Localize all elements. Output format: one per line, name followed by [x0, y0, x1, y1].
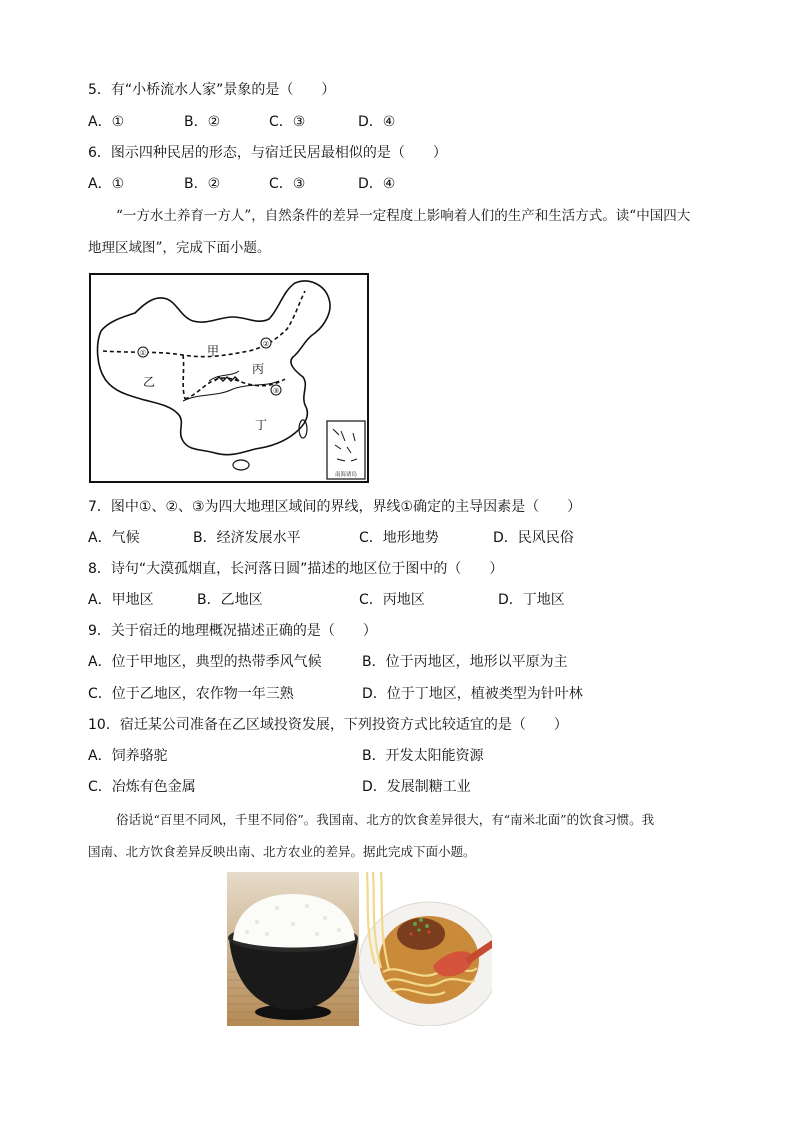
map-label-yi: 乙 [143, 375, 156, 389]
intro-paragraph-1-line-2: 地理区域图”，完成下面小题。 [88, 240, 271, 256]
rice-bowl-photo [227, 872, 360, 1026]
q8-option-a[interactable]: A．甲地区 [88, 592, 154, 608]
q5-option-c[interactable]: C．③ [269, 114, 306, 130]
q10-stem: 10．宿迁某公司准备在乙区域投资发展，下列投资方式比较适宜的是（ ） [88, 717, 568, 733]
q7-stem: 7．图中①、②、③为四大地理区域间的界线，界线①确定的主导因素是（ ） [88, 499, 582, 515]
q5-option-a[interactable]: A．① [88, 114, 125, 130]
q10-option-a[interactable]: A．饲养骆驼 [88, 748, 168, 764]
map-label-ding: 丁 [255, 418, 268, 432]
q5-stem: 5．有“小桥流水人家”景象的是（ ） [88, 82, 336, 98]
q7-option-b[interactable]: B．经济发展水平 [193, 530, 301, 546]
q6-option-a[interactable]: A．① [88, 176, 125, 192]
intro-paragraph-2-line-1: 俗话说“百里不同风，千里不同俗”。我国南、北方的饮食差异很大，有“南米北面”的饮食习惯。我 [116, 812, 655, 827]
q8-option-d[interactable]: D．丁地区 [498, 592, 565, 608]
intro-paragraph-2-line-2: 国南、北方饮食差异反映出南、北方农业的差异。据此完成下面小题。 [88, 844, 476, 859]
q7-option-a[interactable]: A．气候 [88, 530, 140, 546]
q6-option-d[interactable]: D．④ [358, 176, 396, 192]
q10-option-d[interactable]: D．发展制糖工业 [362, 779, 471, 795]
map-marker-2: ② [262, 341, 270, 348]
q5-option-b[interactable]: B．② [184, 114, 221, 130]
q9-option-a[interactable]: A．位于甲地区，典型的热带季风气候 [88, 654, 322, 670]
q8-option-b[interactable]: B．乙地区 [197, 592, 263, 608]
q9-option-b[interactable]: B．位于丙地区，地形以平原为主 [362, 654, 568, 670]
q9-stem: 9．关于宿迁的地理概况描述正确的是（ ） [88, 623, 377, 639]
q7-option-d[interactable]: D．民风民俗 [493, 530, 574, 546]
q7-option-c[interactable]: C．地形地势 [359, 530, 439, 546]
map-label-bing: 丙 [252, 362, 265, 376]
q10-option-b[interactable]: B．开发太阳能资源 [362, 748, 484, 764]
map-marker-3: ③ [272, 388, 280, 395]
noodle-bowl-photo [359, 872, 492, 1026]
map-marker-1: ① [139, 350, 147, 357]
q9-option-d[interactable]: D．位于丁地区，植被类型为针叶林 [362, 686, 583, 702]
q8-stem: 8．诗句“大漠孤烟直，长河落日圆”描述的地区位于图中的（ ） [88, 561, 504, 577]
q10-option-c[interactable]: C．冶炼有色金属 [88, 779, 196, 795]
inset-map-box [327, 421, 365, 479]
q6-option-c[interactable]: C．③ [269, 176, 306, 192]
intro-paragraph-1-line-1: “一方水土养育一方人”，自然条件的差异一定程度上影响着人们的生产和生活方式。读“中国四大 [116, 208, 691, 224]
china-four-regions-map [89, 273, 369, 483]
q6-stem: 6．图示四种民居的形态，与宿迁民居最相似的是（ ） [88, 145, 447, 161]
inset-map-label: 南海诸岛 [334, 472, 358, 478]
q8-option-c[interactable]: C．丙地区 [359, 592, 425, 608]
map-label-jia: 甲 [207, 344, 220, 358]
q6-option-b[interactable]: B．② [184, 176, 221, 192]
q5-option-d[interactable]: D．④ [358, 114, 396, 130]
q9-option-c[interactable]: C．位于乙地区，农作物一年三熟 [88, 686, 294, 702]
